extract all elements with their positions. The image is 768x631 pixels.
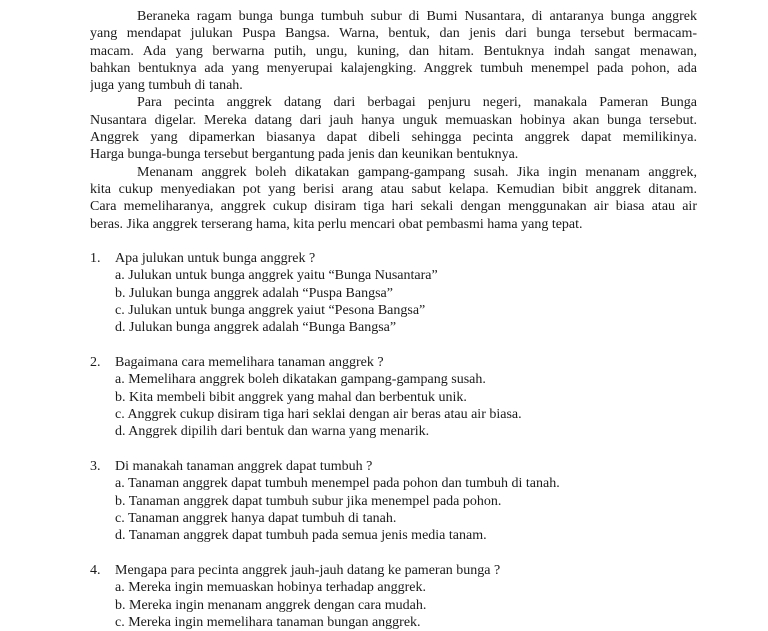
answer-option: b. Julukan bunga anggrek adalah “Puspa Bangsa” (115, 285, 393, 301)
answer-option: c. Anggrek cukup disiram tiga hari seklai dengan air beras atau air biasa. (115, 406, 522, 422)
question-number: 4. (90, 563, 101, 578)
answer-option: c. Mereka ingin memelihara tanaman bungan anggrek. (115, 614, 421, 630)
question-3 (90, 458, 710, 544)
reading-passage (90, 8, 697, 233)
question-text: Di manakah tanaman anggrek dapat tumbuh ? (115, 459, 373, 474)
answer-option: a. Memelihara anggrek boleh dikatakan gampang-gampang susah. (115, 372, 486, 388)
answer-option: a. Tanaman anggrek dapat tumbuh menempel pada pohon dan tumbuh di tanah. (115, 476, 560, 492)
passage-line: Beraneka ragam bunga bunga tumbuh subur di Bumi Nusantara, di antaranya bunga anggrek (137, 9, 697, 24)
answer-option: a. Julukan untuk bunga anggrek yaitu “Bunga Nusantara” (115, 268, 438, 284)
answer-option: d. Tanaman anggrek dapat tumbuh pada semua jenis media tanam. (115, 528, 487, 544)
passage-line: Anggrek yang dipamerkan biasanya dapat dibeli sehingga pecinta anggrek dapat memilikinya. (90, 130, 697, 146)
passage-line: yang mendapat julukan Puspa Bangsa. Warna, bentuk, dan jenis dari bunga tersebut bermacam- (90, 26, 697, 42)
answer-option: c. Tanaman anggrek hanya dapat tumbuh di tanah. (115, 510, 397, 526)
passage-line: Menanam anggrek boleh dikatakan gampang-gampang susah. Jika ingin menanam anggrek, (137, 164, 697, 180)
answer-option: b. Kita membeli bibit anggrek yang mahal dan berbentuk unik. (115, 389, 467, 405)
answer-option: d. Anggrek dipilih dari bentuk dan warna yang menarik. (115, 424, 430, 440)
answer-option: b. Mereka ingin menanam anggrek dengan cara mudah. (115, 597, 427, 613)
passage-line: bahkan bentuknya ada yang menyerupai kalajengking. Anggrek tumbuh menempel pada pohon, ada (90, 60, 697, 76)
passage-line: Cara memeliharanya, anggrek cukup disiram tiga hari sekali dengan menggunakan air biasa atau air (90, 199, 697, 215)
question-2 (90, 354, 710, 440)
answer-option: a. Mereka ingin memuaskan hobinya terhadap anggrek. (115, 580, 427, 596)
question-1 (90, 250, 710, 336)
passage-line: kita cukup menyediakan pot yang berisi arang atau sabut kelapa. Kemudian bibit anggrek ditanam. (90, 181, 697, 197)
passage-line: juga yang tumbuh di tanah. (90, 78, 243, 94)
answer-option: c. Julukan untuk bunga anggrek yaiut “Pesona Bangsa” (115, 302, 426, 318)
question-number: 1. (90, 251, 101, 266)
passage-line: Para pecinta anggrek datang dari berbagai penjuru negeri, manakala Pameran Bunga (137, 95, 697, 111)
question-number: 3. (90, 459, 101, 474)
question-4 (90, 562, 710, 631)
passage-line: beras. Jika anggrek terserang hama, kita perlu mencari obat pembasmi hama yang tepat. (90, 216, 583, 232)
question-text: Bagaimana cara memelihara tanaman anggrek ? (115, 355, 384, 370)
passage-line: macam. Ada yang berwarna putih, ungu, kuning, dan hitam. Bentuknya indah sangat menawan, (90, 43, 697, 59)
question-number: 2. (90, 355, 101, 370)
question-text: Mengapa para pecinta anggrek jauh-jauh datang ke pameran bunga ? (115, 563, 501, 578)
question-text: Apa julukan untuk bunga anggrek ? (115, 251, 316, 266)
passage-line: Harga bunga-bunga tersebut bergantung pada jenis dan keunikan bentuknya. (90, 147, 519, 163)
answer-option: d. Julukan bunga anggrek adalah “Bunga Bangsa” (115, 320, 397, 336)
passage-line: Nusantara digelar. Mereka datang dari jauh hanya unguk memuaskan hobinya akan bunga tersebut. (90, 112, 697, 128)
answer-option: b. Tanaman anggrek dapat tumbuh subur jika menempel pada pohon. (115, 493, 502, 509)
